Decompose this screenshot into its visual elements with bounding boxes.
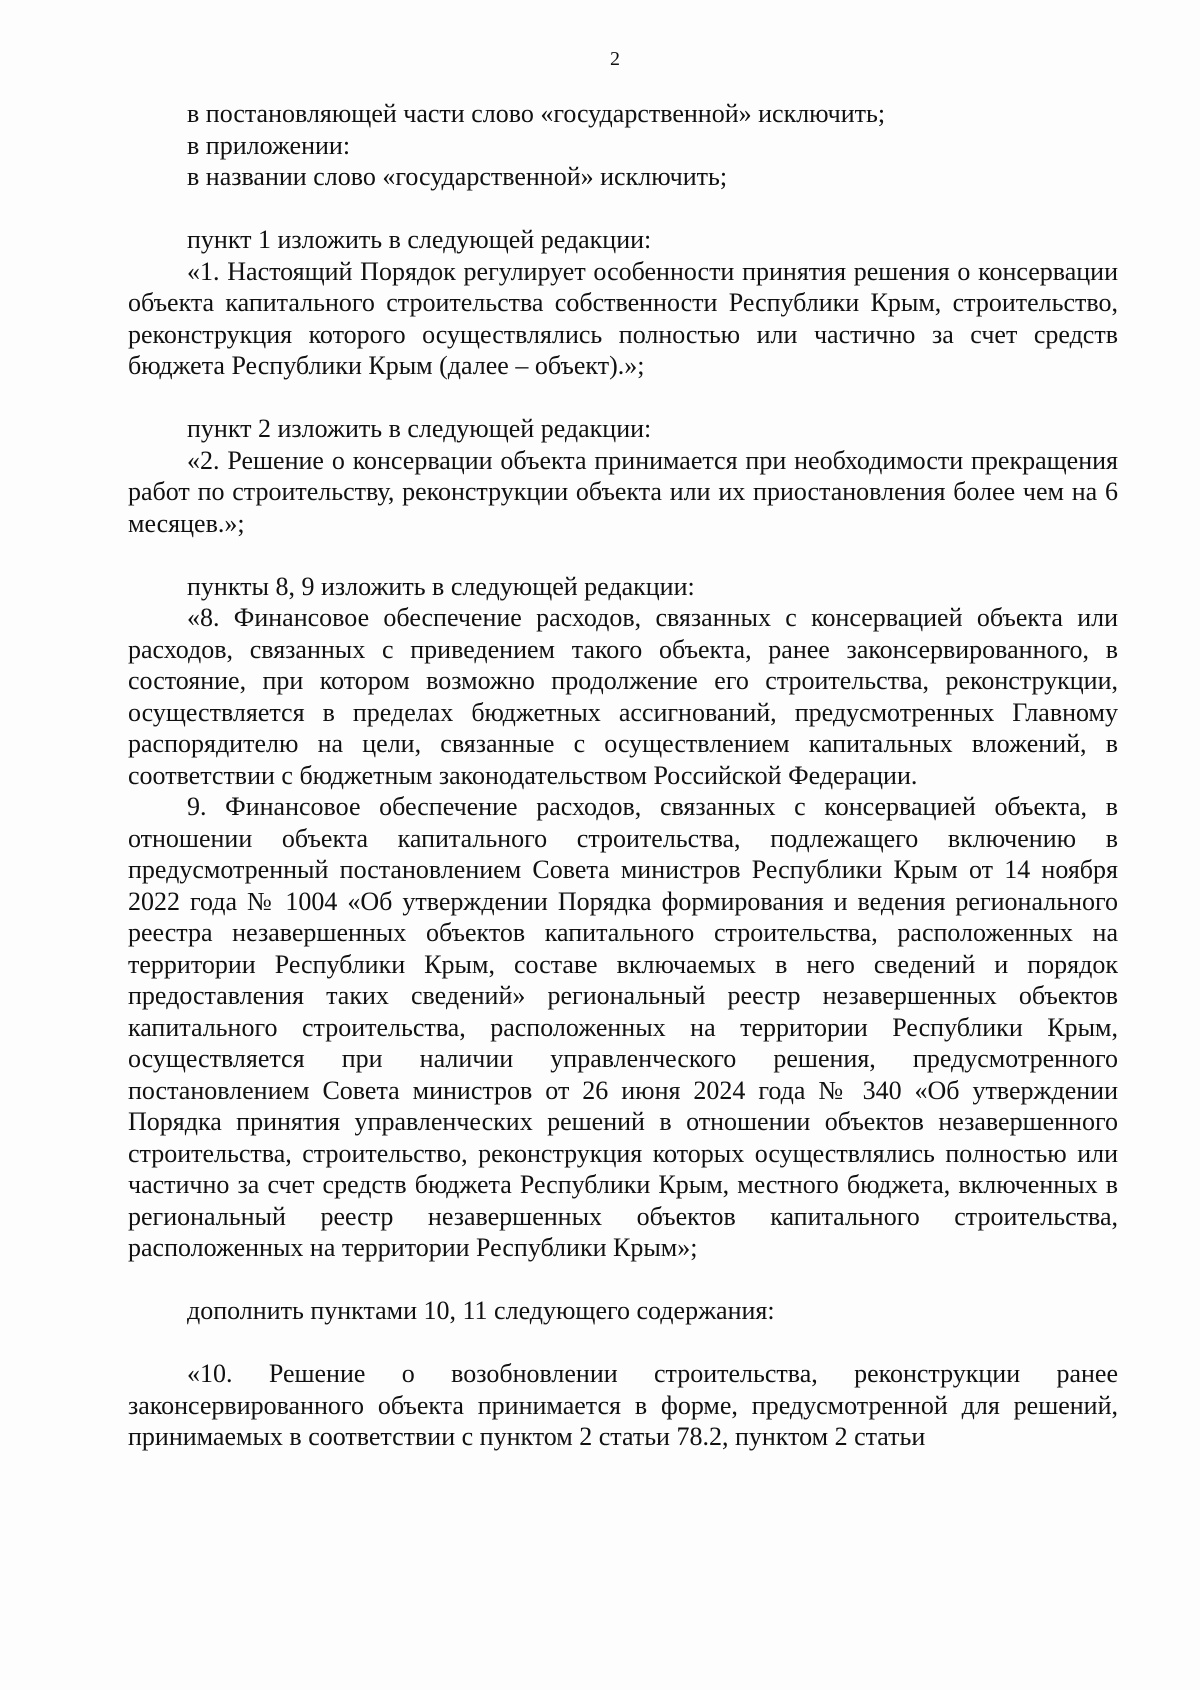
paragraph-point-1-text: «1. Настоящий Порядок регулирует особенности принятия решения о консервации объекта капитального строительства собственности Республики Крым, строительство, реконструкция которого осуществлялись полностью или частично за счет средств бюджета Республики Крым (далее – объект).»; (128, 256, 1118, 380)
paragraph-point-9-text: 9. Финансовое обеспечение расходов, связанных с консервацией объекта, в отношении объекта капитального строительства, подлежащего включению в предусмотренный постановлением Совета министров Республики Крым от 14 ноября 2022 года № 1004 «Об утверждении Порядка формирования и ведения регионального реестра незавершенных объектов капитального строительства, расположенных на территории Республики Крым, составе включаемых в него сведений и порядок предоставления таких сведений» региональный реестр незавершенных объектов капитального строительства, расположенных на территории Республики Крым, осуществляется при наличии управленческого решения, предусмотренного постановлением Совета министров от 26 июня 2024 года № 340 «Об утверждении Порядка принятия управленческих решений в отношении объектов незавершенного строительства, строительство, реконструкция которых осуществлялись полностью или частично за счет средств бюджета Республики Крым, местного бюджета, включенных в региональный реестр незавершенных объектов капитального строительства, расположенных на территории Республики Крым»; (128, 792, 1118, 1262)
document-body (128, 98, 1118, 1453)
paragraph-in-appendix: в приложении: (187, 130, 351, 160)
paragraph-gap (128, 1327, 1118, 1359)
paragraph-point-1-instruction: пункт 1 изложить в следующей редакции: (187, 225, 652, 254)
paragraph-gap (128, 193, 1118, 225)
paragraph-point-8-text: «8. Финансовое обеспечение расходов, связанных с консервацией объекта или расходов, связанных с приведением такого объекта, ранее законсервированного, в состояние, при котором возможно продолжение его строительства, реконструкции, осуществляется в пределах бюджетных ассигнований, предусмотренных Главному распорядителю на цели, связанные с осуществлением капитальных вложений, в соответствии с бюджетным законодательством Российской Федерации. (128, 603, 1118, 790)
paragraph-exclude-in-title: в названии слово «государственной» исключить; (187, 162, 728, 191)
paragraph-exclude-in-resolution: в постановляющей части слово «государственной» исключить; (187, 99, 886, 128)
paragraph-point-10-text: «10. Решение о возобновлении строительства, реконструкции ранее законсервированного объекта принимается в форме, предусмотренной для решений, принимаемых в соответствии с пунктом 2 статьи 78.2, пунктом 2 статьи (128, 1359, 1118, 1451)
paragraph-point-2-instruction: пункт 2 изложить в следующей редакции: (187, 414, 652, 443)
paragraph-gap (128, 539, 1118, 571)
paragraph-add-points-instruction: дополнить пунктами 10, 11 следующего содержания: (187, 1296, 775, 1325)
page-number: 2 (610, 48, 620, 70)
paragraph-point-2-text: «2. Решение о консервации объекта принимается при необходимости прекращения работ по строительству, реконструкции объекта или их приостановления более чем на 6 месяцев.»; (128, 445, 1118, 538)
paragraph-gap (128, 1264, 1118, 1296)
paragraph-gap (128, 382, 1118, 414)
paragraph-points-8-9-instruction: пункты 8, 9 изложить в следующей редакции: (187, 571, 695, 601)
